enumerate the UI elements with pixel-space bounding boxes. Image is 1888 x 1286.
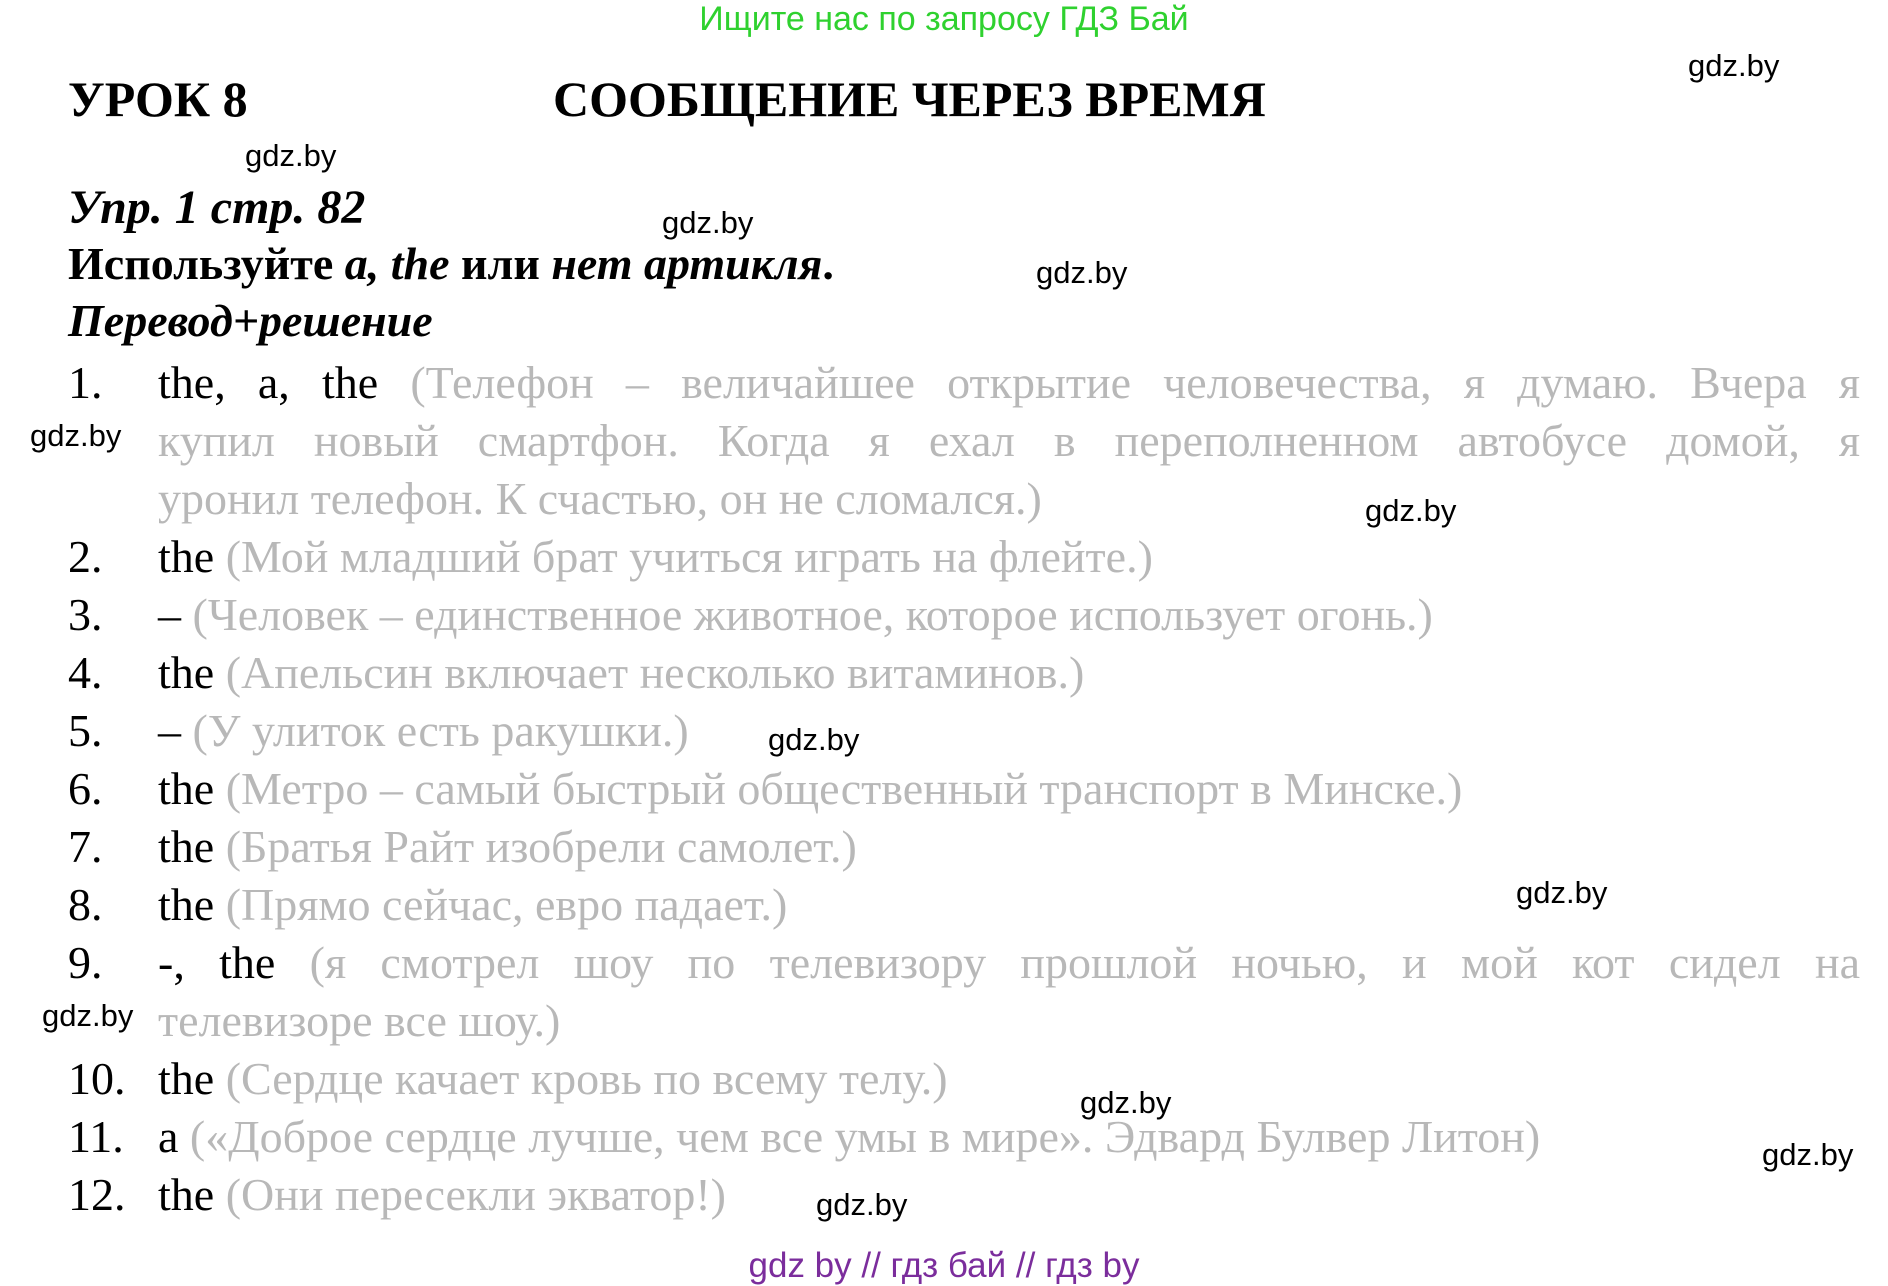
- list-item: [158, 646, 1860, 699]
- answer-text: the: [158, 821, 215, 872]
- footer-links: gdz by // гдз бай // гдз by: [748, 1246, 1140, 1285]
- watermark: gdz.by: [245, 138, 337, 173]
- answer-text: the, a, the: [158, 357, 379, 408]
- answer-text: –: [158, 589, 181, 640]
- answer-text: the: [158, 647, 215, 698]
- answer-text: –: [158, 705, 181, 756]
- list-item: [158, 878, 1860, 931]
- watermark: gdz.by: [1365, 493, 1457, 528]
- watermark: gdz.by: [1516, 875, 1608, 910]
- list-item: [158, 356, 1860, 409]
- list-item: [158, 936, 1860, 989]
- item-number: 10.: [68, 1053, 126, 1104]
- item-number: 2.: [68, 531, 103, 582]
- answer-text: the: [158, 763, 215, 814]
- watermark: gdz.by: [768, 722, 860, 757]
- task-instruction: Используйте a, the или нет артикля.: [68, 238, 834, 289]
- item-number: 4.: [68, 647, 103, 698]
- translation-text: («Доброе сердце лучше, чем все умы в мире». Эдвард Булвер Литон): [189, 1111, 1541, 1162]
- answer-text: the: [158, 531, 215, 582]
- translation-text: (Сердце качает кровь по всему телу.): [225, 1053, 948, 1104]
- translation-text: (У улиток есть ракушки.): [192, 705, 689, 756]
- section-subtitle: Перевод+решение: [68, 295, 433, 346]
- watermark: gdz.by: [1688, 48, 1780, 83]
- translation-text: (Апельсин включает несколько витаминов.): [225, 647, 1085, 698]
- answer-text: the: [158, 879, 215, 930]
- lesson-number: УРОК 8: [68, 71, 248, 127]
- translation-text: (Человек – единственное животное, которое использует огонь.): [192, 589, 1433, 640]
- item-number: 5.: [68, 705, 103, 756]
- translation-text: (Телефон – величайшее открытие человечества, я думаю. Вчера я: [410, 357, 1861, 408]
- watermark: gdz.by: [1036, 255, 1128, 290]
- answer-text: the: [158, 1169, 215, 1220]
- item-number: 6.: [68, 763, 103, 814]
- translation-text: купил новый смартфон. Когда я ехал в переполненном автобусе домой, я: [158, 415, 1860, 466]
- list-item: [158, 820, 1860, 873]
- list-item: [158, 1052, 1860, 1105]
- translation-text: телевизоре все шоу.): [158, 995, 561, 1046]
- list-item: [158, 1110, 1860, 1163]
- watermark: gdz.by: [1762, 1137, 1854, 1172]
- search-hint-banner: Ищите нас по запросу ГДЗ Бай: [699, 0, 1189, 38]
- watermark: gdz.by: [30, 418, 122, 453]
- item-number: 7.: [68, 821, 103, 872]
- watermark: gdz.by: [662, 205, 754, 240]
- lesson-title: СООБЩЕНИЕ ЧЕРЕЗ ВРЕМЯ: [553, 71, 1266, 127]
- item-number: 9.: [68, 937, 103, 988]
- translation-text: (Братья Райт изобрели самолет.): [225, 821, 857, 872]
- item-number: 11.: [68, 1111, 124, 1162]
- item-number: 8.: [68, 879, 103, 930]
- watermark: gdz.by: [42, 998, 134, 1033]
- answer-text: -, the: [158, 937, 276, 988]
- item-number: 1.: [68, 357, 103, 408]
- exercise-heading: Упр. 1 стр. 82: [68, 181, 366, 234]
- list-item: [158, 530, 1860, 583]
- list-item: [158, 1168, 1860, 1221]
- item-number: 12.: [68, 1169, 126, 1220]
- watermark: gdz.by: [816, 1187, 908, 1222]
- list-item: [158, 704, 1860, 757]
- answer-text: a: [158, 1111, 179, 1162]
- item-number: 3.: [68, 589, 103, 640]
- list-item: [158, 762, 1860, 815]
- translation-text: уронил телефон. К счастью, он не сломался.): [158, 473, 1042, 524]
- list-item: [158, 588, 1860, 641]
- translation-text: (Мой младший брат учиться играть на флейте.): [225, 531, 1153, 582]
- answer-text: the: [158, 1053, 215, 1104]
- translation-text: (Метро – самый быстрый общественный транспорт в Минске.): [225, 763, 1463, 814]
- translation-text: (я смотрел шоу по телевизору прошлой ночью, и мой кот сидел на: [309, 937, 1860, 988]
- translation-text: (Они пересекли экватор!): [225, 1169, 726, 1220]
- translation-text: (Прямо сейчас, евро падает.): [225, 879, 788, 930]
- watermark: gdz.by: [1080, 1085, 1172, 1120]
